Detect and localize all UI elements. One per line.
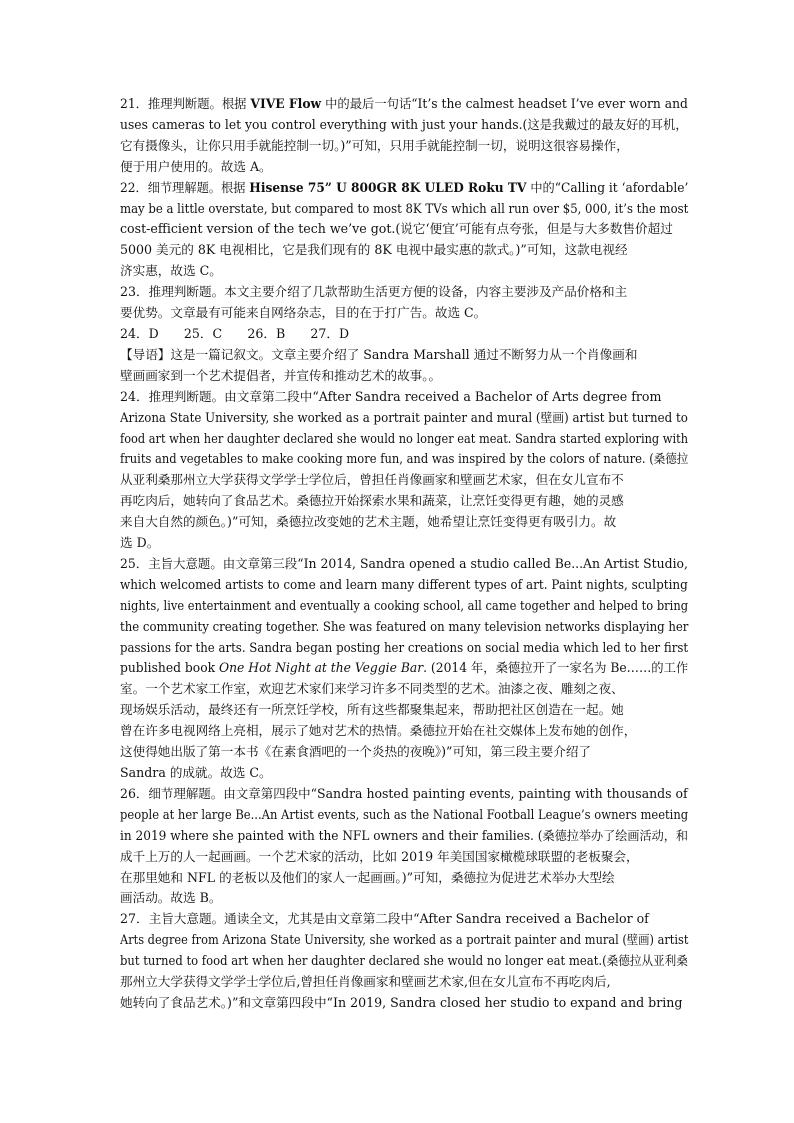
text-line: 选 D。 [120,535,160,551]
paragraph-q22 [120,178,688,283]
paragraph-q23 [120,282,688,324]
text-line: 在那里她和 NFL 的老板以及他们的家人一起画画。)”可知，桑德拉为促进艺术举办大型绘 [120,869,615,885]
text-line: 画活动。故选 B。 [120,890,222,906]
text-line: 5000 美元的 8K 电视相比，它是我们现有的 8K 电视中最实惠的款式。)”可知，这款电视经 [120,242,628,258]
text-line: food art when her daughter declared she would no longer eat meat. Sandra started exploring with [120,430,689,446]
text-line: 来自大自然的颜色。)”可知，桑德拉改变她的艺术主题，她希望让烹饪变得更有吸引力。故 [120,514,617,530]
paragraph-answers [120,324,688,345]
text-line: in 2019 where she painted with the NFL owners and their families. (桑德拉举办了绘画活动，和 [120,827,688,843]
text-line: 成千上万的人一起画画。一个艺术家的活动，比如 2019 年美国国家橄榄球联盟的老板聚会， [120,848,639,864]
text-line: 济实惠，故选 C。 [120,263,222,279]
text-line: 便于用户使用的。故选 A。 [120,158,272,174]
text-line: 23．推理判断题。本文主要介绍了几款帮助生活更方便的设备，内容主要涉及产品价格和主 [120,284,628,300]
text-line: uses cameras to let you control everything with just your hands.(这是我戴过的最友好的耳机， [120,116,688,132]
paragraph-q26 [120,784,688,909]
text-line: published book One Hot Night at the Veggie Bar. (2014 年，桑德拉开了一家名为 Be……的工作 [120,660,689,676]
text-line: may be a little overstate, but compared to most 8K TVs which all run over $5, 000, it’s the most [120,200,689,216]
text-line: 【导语】这是一篇记叙文。文章主要介绍了 Sandra Marshall 通过不断努力从一个肖像画和 [120,346,638,362]
document-page [120,94,688,1014]
text-line: which welcomed artists to come and learn many different types of art. Paint nights, sculpting [120,576,688,592]
text-line: 24．D 25．C 26．B 27．D [120,325,350,341]
text-line: 25．主旨大意题。由文章第三段“In 2014, Sandra opened a studio called Be...An Artist Studio, [120,555,688,571]
text-line: 要优势。文章最有可能来自网络杂志，目的在于打广告。故选 C。 [120,305,487,321]
text-line: Arts degree from Arizona State University, she worked as a portrait painter and mural (壁画) artist [120,932,689,948]
text-line: 壁画画家到一个艺术提倡者，并宣传和推动艺术的故事。。 [120,367,442,383]
text-line: nights, live entertainment and eventually a cooking school, all came together and helped to bring [120,597,689,613]
text-line: people at her large Be...An Artist events, such as the National Football League’s owners meeting [120,806,689,822]
text-line: the community creating together. She was featured on many television networks displaying her [120,618,689,634]
paragraph-q24 [120,387,688,554]
paragraph-q21 [120,94,688,178]
text-line: 这使得她出版了第一本书《在素食酒吧的一个炎热的夜晚》)”可知，第三段主要介绍了 [120,744,592,760]
text-line: 27．主旨大意题。通读全文，尤其是由文章第二段中“After Sandra received a Bachelor of [120,911,649,927]
text-line: 24．推理判断题。由文章第二段中“After Sandra received a Bachelor of Arts degree from [120,388,662,404]
text-line: 曾在许多电视网络上亮相，展示了她对艺术的热情。桑德拉开始在社交媒体上发布她的创作， [120,723,637,739]
text-line: fruits and vegetables to make cooking more fun, and was inspired by the colors of nature. (桑德拉 [120,451,689,467]
text-line: 现场娱乐活动，最终还有一所烹饪学校，所有这些都聚集起来，帮助把社区创造在一起。她 [120,702,624,718]
text-line: 它有摄像头，让你只用手就能控制一切。)”可知，只用手就能控制一切，说明这很容易操作， [120,137,629,153]
paragraph-q27 [120,909,688,1014]
text-line: 21．推理判断题。根据 VIVE Flow 中的最后一句话“It’s the calmest headset I’ve ever worn and [120,96,688,111]
paragraph-guide [120,345,688,387]
text-line: Arizona State University, she worked as a portrait painter and mural (壁画) artist but turned to [120,409,688,425]
text-line: Sandra 的成就。故选 C。 [120,765,272,780]
text-line: 26．细节理解题。由文章第四段中“Sandra hosted painting events, painting with thousands of [120,785,688,801]
text-line: 再吃肉后，她转向了食品艺术。桑德拉开始探索水果和蔬菜，让烹饪变得更有趣，她的灵感 [120,493,624,509]
text-line: 22．细节理解题。根据 Hisense 75” U 800GR 8K ULED Roku TV 中的“Calling it ‘afordable’ [120,179,689,195]
text-line: 那州立大学获得文学学士学位后,曾担任肖像画家和壁画艺术家,但在女儿宣布不再吃肉后, [120,974,611,990]
text-line: 从亚利桑那州立大学获得文学学士学位后，曾担任肖像画家和壁画艺术家，但在女儿宣布不 [120,472,624,488]
text-line: 室。一个艺术家工作室，欢迎艺术家们来学习许多不同类型的艺术。油漆之夜、雕刻之夜、 [120,681,624,697]
paragraph-q25 [120,554,688,784]
text-line: but turned to food art when her daughter declared she would no longer eat meat.(桑德拉从亚利桑 [120,953,688,969]
text-line: passions for the arts. Sandra began posting her creations on social media which led to her first [120,639,689,655]
text-line: 她转向了食品艺术。)”和文章第四段中“In 2019, Sandra closed her studio to expand and bring [120,994,683,1010]
text-line: cost-efficient version of the tech we’ve got.(说它‘便宜’可能有点夸张，但是与大多数售价超过 [120,221,673,237]
